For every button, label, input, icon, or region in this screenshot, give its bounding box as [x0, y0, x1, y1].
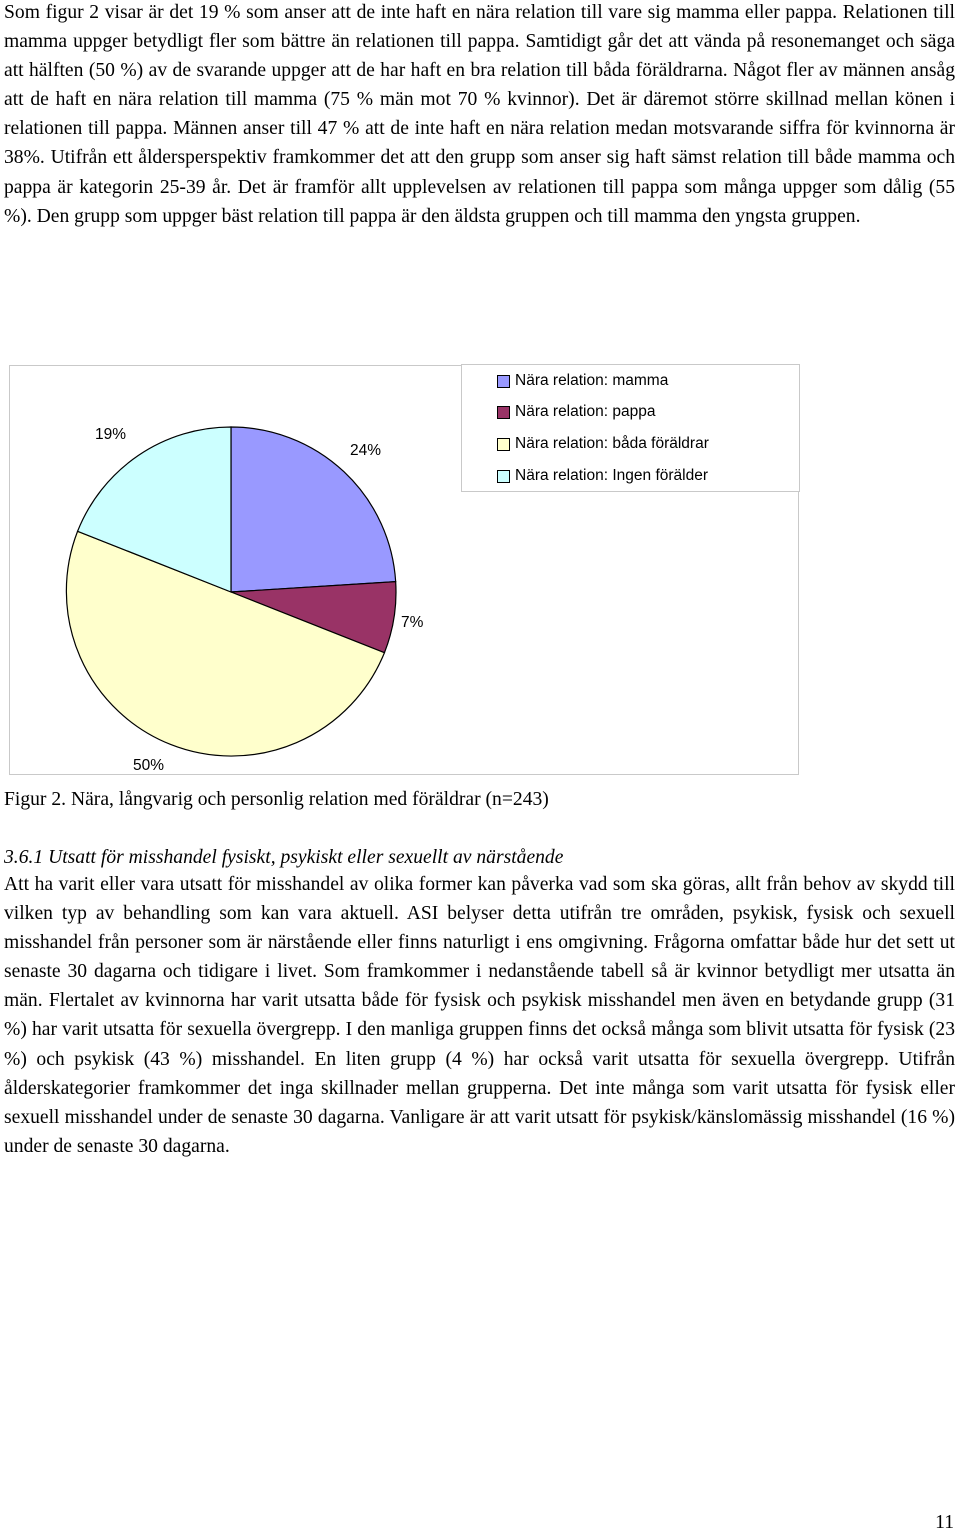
legend-item-pappa	[497, 402, 655, 422]
legend-swatch-mamma	[497, 375, 510, 388]
body-paragraph-2: Att ha varit eller vara utsatt för misshandel av olika former kan påverka vad som ska göras, allt från behov av skydd till vilken typ av behandling som kan vara aktuell. ASI belyser detta utifrån tre områden, psykisk, fysisk och sexuell misshandel från personer som är närstående eller finns naturligt i ens omgivning. Frågorna omfattar både hur det sett ut senaste 30 dagarna och tidigare i livet. Som framkommer i nedanstående tabell så är kvinnor betydligt mer utsatta än män. Flertalet av kvinnorna har varit utsatta både för fysisk och psykisk misshandel men även en betydande grupp (31 %) har varit utsatta för sexuella övergrepp. I den manliga gruppen finns det också många som blivit utsatta för fysisk (23 %) och psykisk (43 %) misshandel. En liten grupp (4 %) har också varit utsatta för sexuella övergrepp. Utifrån ålderskategorier framkommer det inga skillnader mellan grupperna. Det inte många som varit utsatta för fysisk eller sexuell misshandel under de senaste 30 dagarna. Vanligare är att varit utsatt för psykisk/känslomässig misshandel (16 %) under de senaste 30 dagarna.	[4, 874, 955, 1157]
legend-label-mamma: Nära relation: mamma	[515, 372, 669, 389]
slice-label-bada: 50%	[133, 757, 165, 774]
slice-label-pappa: 7%	[401, 614, 424, 631]
figure-caption: Figur 2. Nära, långvarig och personlig relation med föräldrar (n=243)	[4, 789, 549, 810]
legend-item-ingen	[497, 466, 708, 486]
legend-swatch-bada	[497, 438, 510, 451]
legend-swatch-pappa	[497, 406, 510, 419]
legend-label-ingen: Nära relation: Ingen förälder	[515, 467, 709, 484]
legend-label-pappa: Nära relation: pappa	[515, 403, 656, 420]
section-heading: 3.6.1 Utsatt för misshandel fysiskt, psykiskt eller sexuellt av närstående	[4, 847, 564, 868]
slice-label-ingen: 19%	[95, 426, 127, 443]
legend-item-bada	[497, 434, 709, 454]
legend-item-mamma	[497, 371, 668, 391]
legend-label-bada: Nära relation: båda föräldrar	[515, 435, 709, 452]
legend-swatch-ingen	[497, 470, 510, 483]
slice-label-mamma: 24%	[350, 442, 382, 459]
body-paragraph-1: Som figur 2 visar är det 19 % som anser att de inte haft en nära relation till vare sig mamma eller pappa. Relationen till mamma uppger betydligt fler som bättre än relationen till pappa. Samtidigt går det att vända på resonemanget och säga att hälften (50 %) av de svarande uppger att de har haft en bra relation till båda föräldrarna. Något fler av männen ansåg att de haft en nära relation till mamma (75 % män mot 70 % kvinnor). Det är däremot större skillnad mellan könen i relationen till pappa. Männen anser till 47 % att de inte haft en nära relation medan motsvarande siffra för kvinnorna är 38%. Utifrån ett åldersperspektiv framkommer det att den grupp som anser sig haft sämst relation till både mamma och pappa är kategorin 25-39 år. Det är framför allt upplevelsen av relationen till pappa som många uppger som dålig (55 %). Den grupp som uppger bäst relation till pappa är den äldsta gruppen och till mamma den yngsta gruppen.	[4, 2, 955, 227]
page-number: 11	[935, 1512, 954, 1533]
chart-legend	[461, 364, 800, 492]
